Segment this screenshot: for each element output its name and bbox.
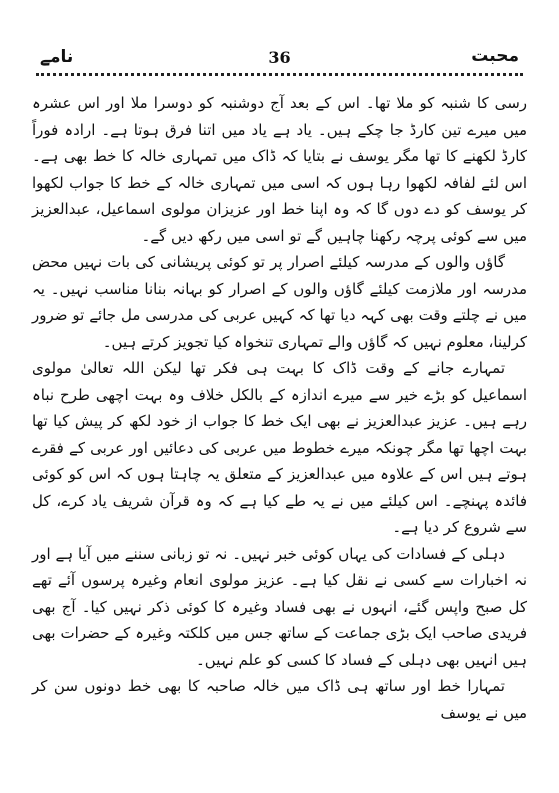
page-number: 36	[268, 48, 291, 67]
paragraph-1: رسی کا شنبہ کو ملا تھا۔ اس کے بعد آج دوشنبہ کو دوسرا ملا اور اس عشرہ میں میرے تین کارڈ جا چکے ہیں۔ یاد ہے یاد میں اتنا فرق ہوتا ہے۔ ارادہ فوراً کارڈ لکھنے کا تھا مگر یوسف نے بتایا کہ ڈاک میں تمہاری خالہ کا خط بھی ہے۔ اس لئے لفافہ لکھوا رہا ہوں کہ اسی میں تمہاری خالہ کے خط کا جواب لکھوا کر یوسف کو دے دوں گا کہ وہ اپنا خط اور عزیزان مولوی اسماعیل، عبدالعزیز میں سے کوئی پرچہ رکھنا چاہیں گے تو اسی میں رکھ دیں گے۔	[32, 94, 527, 245]
header-book-title-left: نامے	[40, 47, 74, 67]
paragraph-5: تمہارا خط اور ساتھ ہی ڈاک میں خالہ صاحبہ کا بھی خط دونوں سن کر میں نے یوسف	[32, 677, 527, 722]
header-book-title-right: محبت	[471, 46, 519, 66]
paragraph-3: تمہارے جانے کے وقت ڈاک کا بہت ہی فکر تھا لیکن اللہ تعالیٰ مولوی اسماعیل کو بڑے خیر سے میرے اندازہ کے بالکل خلاف وہ بہت اچھی طرح نباہ رہے ہیں۔ عزیز عبدالعزیز نے بھی ایک خط کا جواب از خود لکھ کر پیش کیا تھا بہت اچھا تھا مگر چونکہ میرے خطوط میں عربی کی دعائیں اور عربی کے فقرے ہوتے ہیں اس کے علاوہ میں عبدالعزیز کے متعلق یہ چاہتا ہوں کہ اس کو کوئی فائدہ پہنچے۔ اس کیلئے میں نے یہ طے کیا ہے کہ وہ قرآن شریف یاد کرے، کل سے شروع کر دیا ہے۔	[32, 359, 527, 536]
header-dotted-rule	[36, 73, 523, 76]
paragraph-2: گاؤں والوں کے مدرسہ کیلئے اصرار پر تو کوئی پریشانی کی بات نہیں محض مدرسہ اور ملازمت کیلئے گاؤں والوں کے اصرار کو بہانہ بنانا مناسب نہیں۔ یہ میں نے چلتے وقت بھی کہہ دیا تھا کہ کہیں عربی کی مدرسی مل جائے تو ضرور کرلینا، معلوم نہیں کہ گاؤں والے تمہاری تنخواہ کیا تجویز کرتے ہیں۔	[32, 253, 527, 351]
page-header	[40, 46, 519, 74]
paragraph-4: دہلی کے فسادات کی یہاں کوئی خبر نہیں۔ نہ تو زبانی سننے میں آیا ہے اور نہ اخبارات سے کسی نے نقل کیا ہے۔ عزیز مولوی انعام وغیرہ پرسوں آئے تھے کل صبح واپس گئے، انہوں نے بھی فساد وغیرہ کا کوئی ذکر نہیں کیا۔ آج بھی فریدی صاحب ایک بڑی جماعت کے ساتھ جس میں کلکتہ وغیرہ کے حضرات بھی ہیں انہیں بھی دہلی کے فساد کا کسی کو علم نہیں۔	[32, 544, 527, 669]
page-body	[32, 90, 527, 726]
